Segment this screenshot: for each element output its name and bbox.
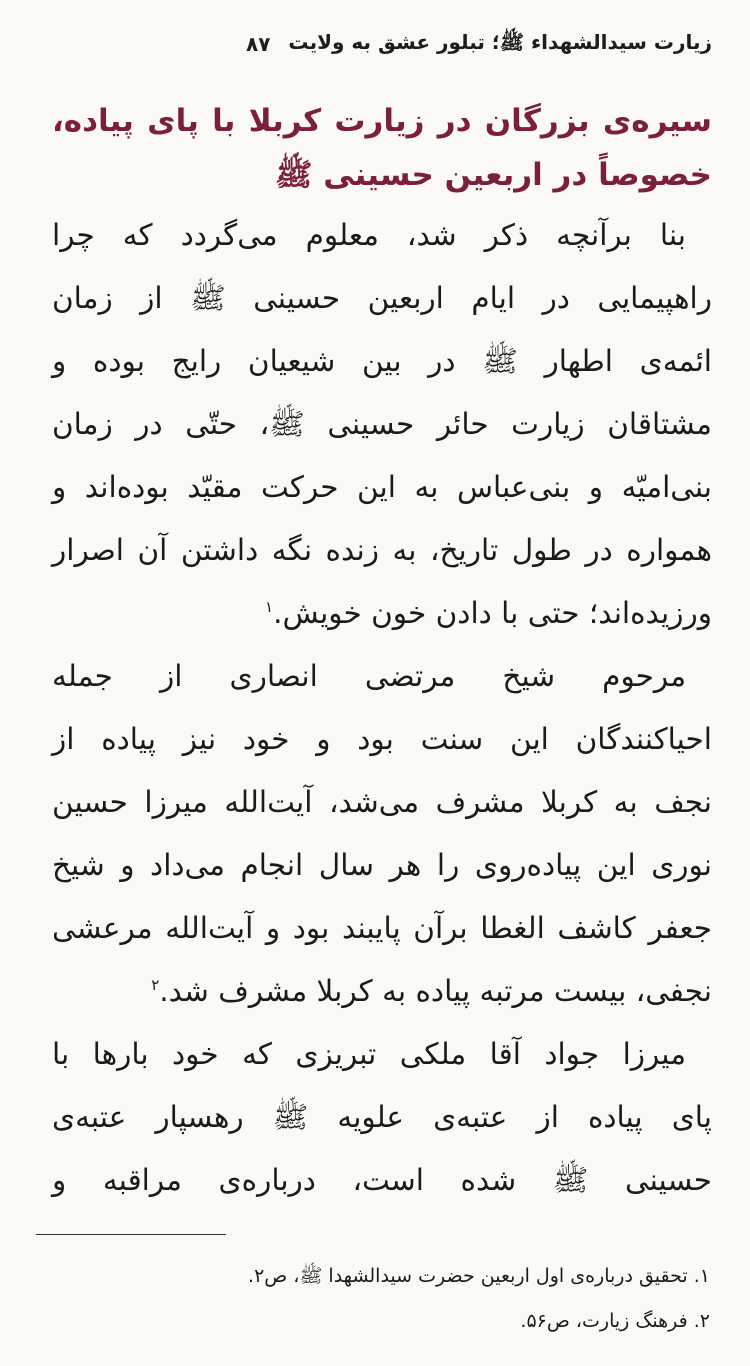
section-heading-line: سیره‌ی بزرگان در زیارت کربلا با پای پیاده، bbox=[52, 103, 712, 139]
footnote: ۱. تحقیق درباره‌ی اول اربعین حضرت سیدالشهدا ﷺ، ص۲. bbox=[248, 1265, 710, 1287]
footnote: ۲. فرهنگ زیارت، ص۵۶. bbox=[520, 1310, 710, 1332]
footnote-ref[interactable]: ۲ bbox=[151, 976, 160, 995]
text-line: حسینی ﷺ شده است، درباره‌ی مراقبه و bbox=[52, 1163, 712, 1197]
footnote-separator bbox=[36, 1234, 226, 1235]
text-line: نجفی، بیست مرتبه پیاده به کربلا مشرف شد. bbox=[159, 974, 712, 1008]
text-line-with-footnote bbox=[52, 582, 712, 645]
paragraph bbox=[52, 204, 712, 645]
running-title: زیارت سیدالشهداء ﷺ؛ تبلور عشق به ولایت bbox=[288, 29, 712, 54]
page-number: ۸۷ bbox=[245, 32, 271, 56]
footnotes bbox=[40, 1254, 710, 1344]
running-header bbox=[52, 22, 712, 66]
text-line: مشتاقان زیارت حائر حسینی ﷺ، حتّی در زمان bbox=[52, 407, 712, 441]
text-line: بنا برآنچه ذکر شد، معلوم می‌گردد که چرا bbox=[52, 218, 686, 252]
text-line: احیاکنندگان این سنت بود و خود نیز پیاده از bbox=[52, 722, 712, 756]
text-line: نجف به کربلا مشرف می‌شد، آیت‌الله میرزا حسین bbox=[52, 785, 712, 819]
text-line: ائمه‌ی اطهار ﷺ در بین شیعیان رایج بوده و bbox=[52, 344, 712, 378]
section-heading bbox=[52, 94, 712, 202]
paragraph bbox=[52, 1023, 712, 1212]
text-line: پای پیاده از عتبه‌ی علویه ﷺ رهسپار عتبه‌ی bbox=[52, 1100, 712, 1134]
section-heading-line: خصوصاً در اربعین حسینی ﷺ bbox=[274, 157, 712, 193]
text-line: راهپیمایی در ایام اربعین حسینی ﷺ از زمان bbox=[52, 281, 712, 315]
text-line: میرزا جواد آقا ملکی تبریزی که خود بارها با bbox=[52, 1037, 686, 1071]
text-line: جعفر کاشف الغطا برآن پایبند بود و آیت‌الله مرعشی bbox=[52, 911, 712, 945]
text-line: همواره در طول تاریخ، به زنده نگه داشتن آن اصرار bbox=[52, 533, 712, 567]
footnote-ref[interactable]: ۱ bbox=[265, 598, 274, 617]
text-line-with-footnote bbox=[52, 960, 712, 1023]
text-line: ورزیده‌اند؛ حتی با دادن خون خویش. bbox=[273, 596, 712, 630]
text-line: مرحوم شیخ مرتضی انصاری از جمله bbox=[52, 659, 686, 693]
text-line: بنی‌امیّه و بنی‌عباس به این حرکت مقیّد بوده‌اند و bbox=[52, 470, 712, 504]
paragraph bbox=[52, 645, 712, 1023]
text-line: نوری این پیاده‌روی را هر سال انجام می‌داد و شیخ bbox=[52, 848, 712, 882]
